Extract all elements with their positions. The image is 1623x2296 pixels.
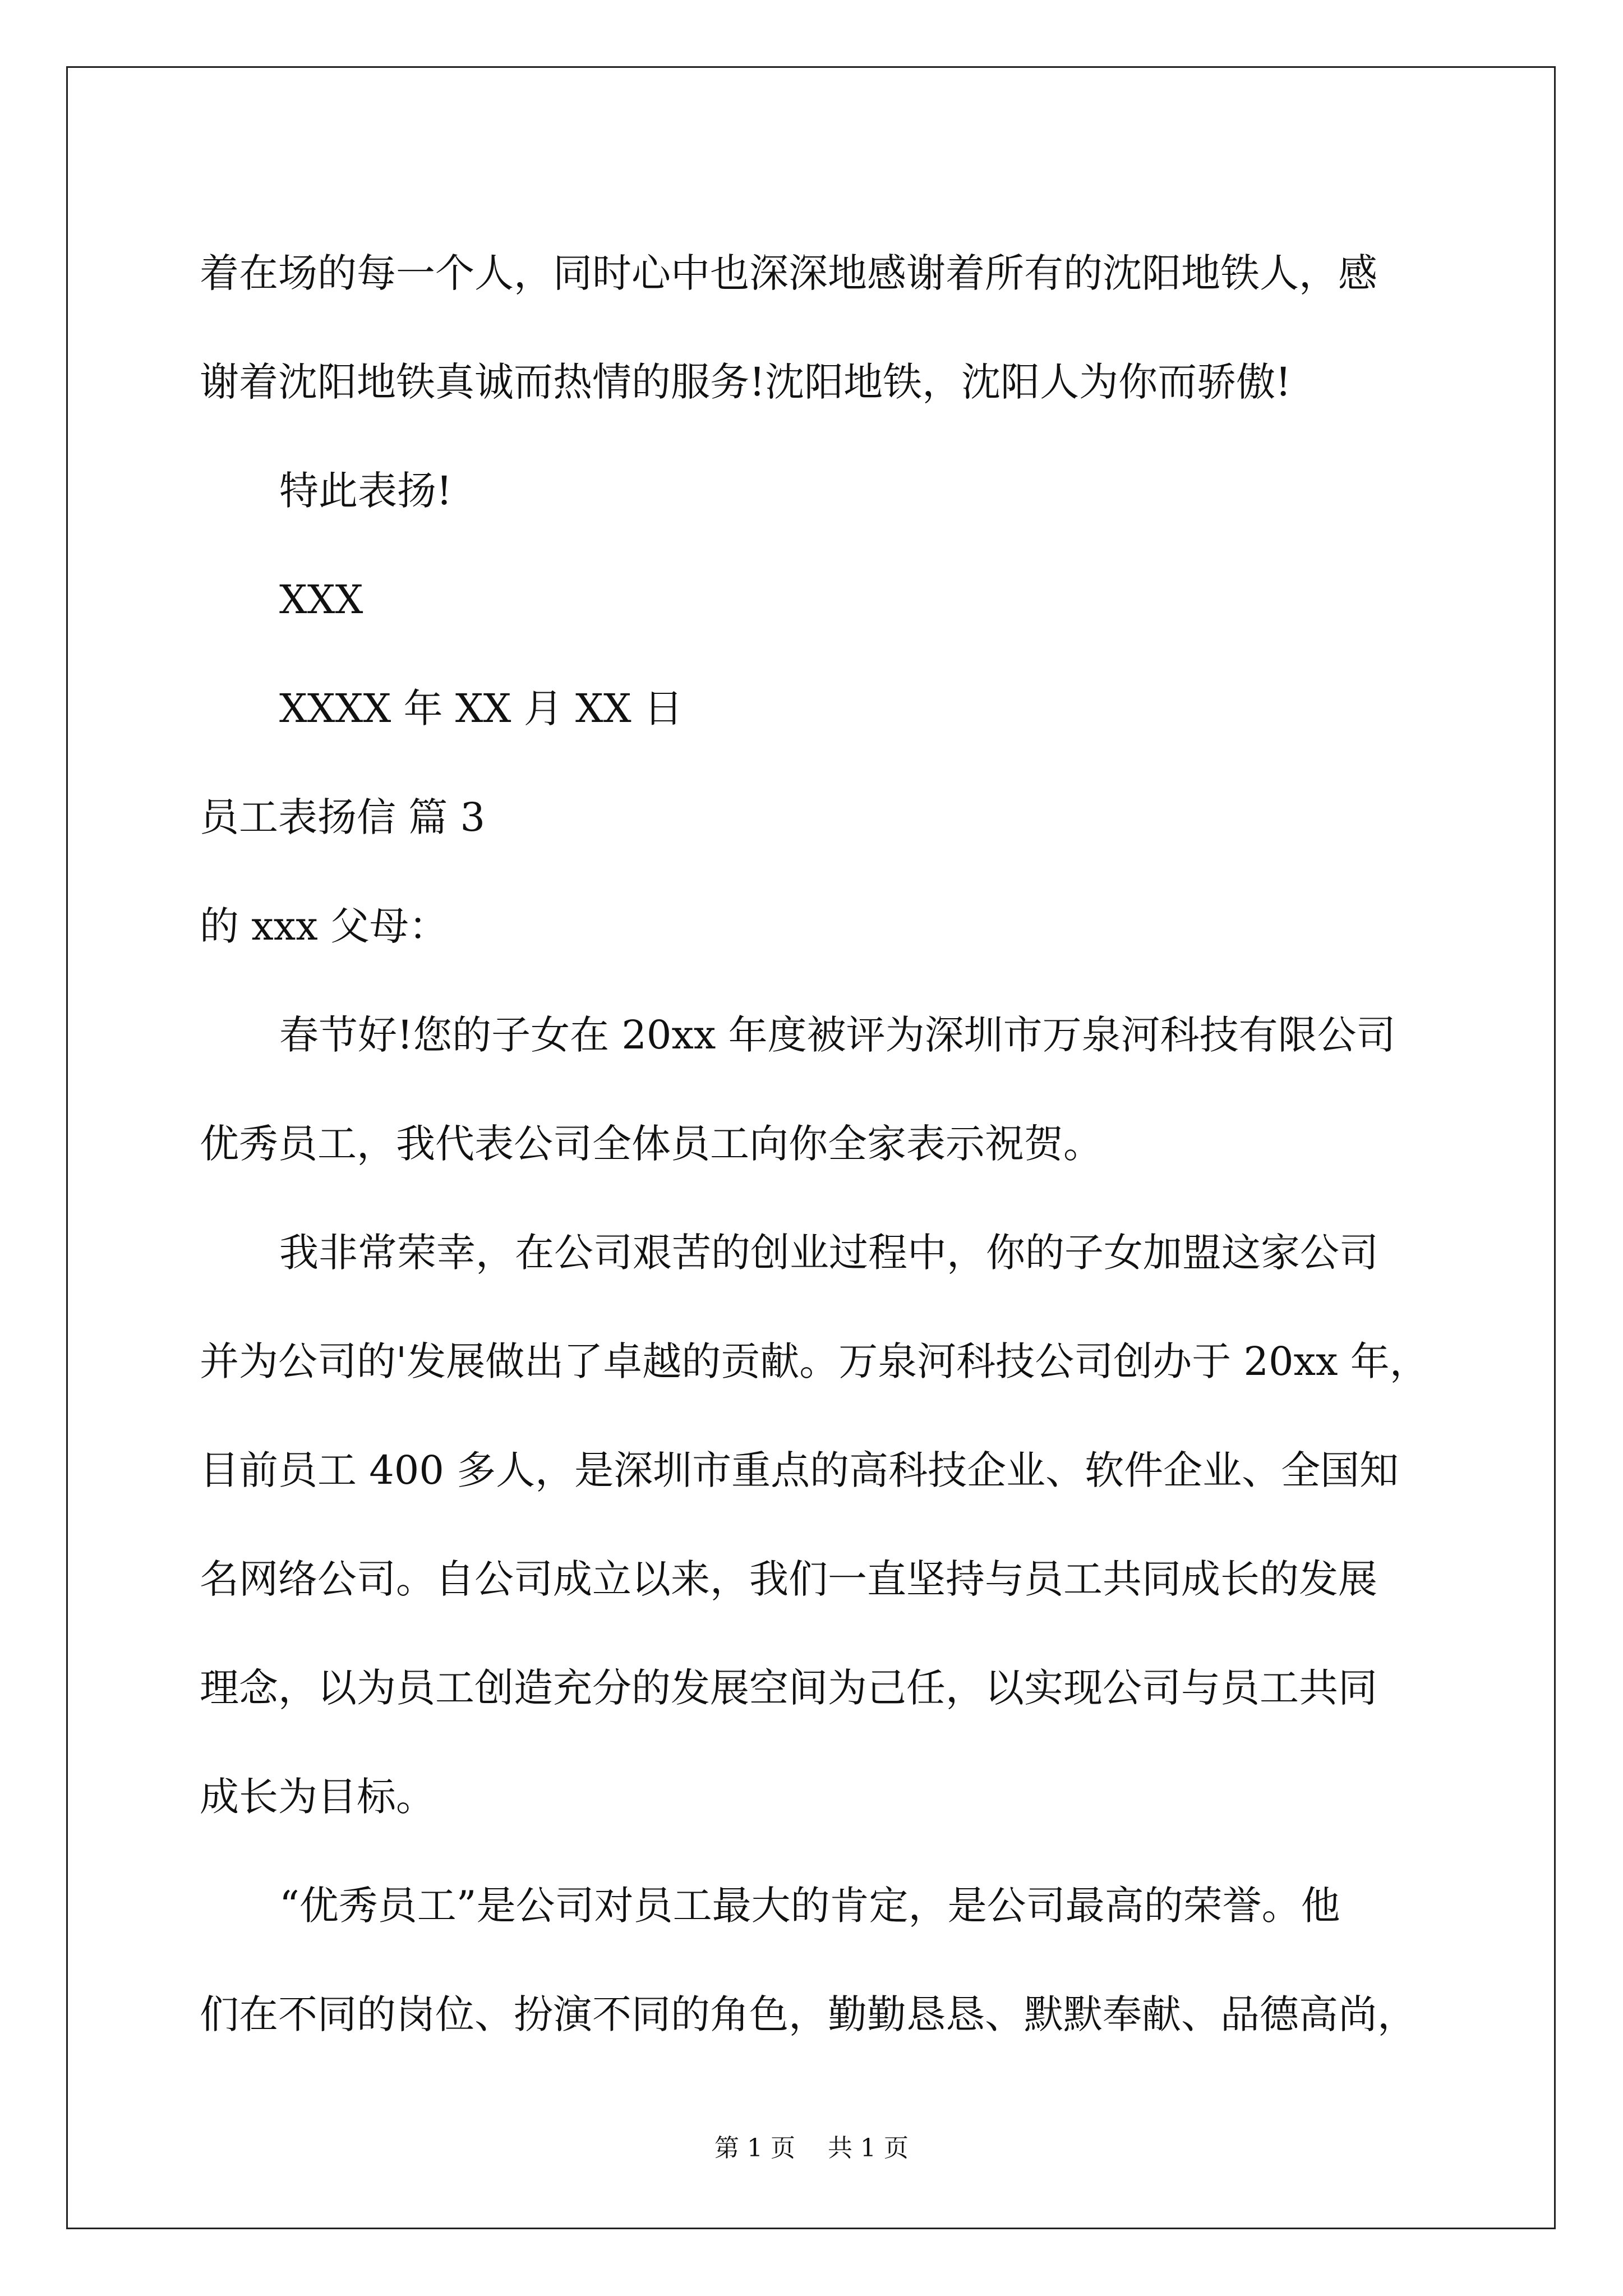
- signature: XXX: [279, 577, 363, 623]
- body-line: 我非常荣幸，在公司艰苦的创业过程中，你的子女加盟这家公司: [279, 1230, 1378, 1276]
- closing-phrase: 特此表扬!: [279, 468, 453, 514]
- body-line: 着在场的每一个人，同时心中也深深地感谢着所有的沈阳地铁人，感: [200, 250, 1377, 296]
- page-footer: [0, 2132, 1623, 2165]
- body-line: 谢着沈阳地铁真诚而热情的服务!沈阳地铁，沈阳人为你而骄傲!: [200, 359, 1292, 405]
- document-body: [200, 219, 1456, 2069]
- date-line: XXXX 年 XX 月 XX 日: [279, 685, 683, 731]
- body-line: 目前员工 400 多人，是深圳市重点的高科技企业、软件企业、全国知: [200, 1447, 1399, 1493]
- section-heading: 员工表扬信 篇 3: [200, 794, 486, 840]
- body-line: 优秀员工，我代表公司全体员工向你全家表示祝贺。: [200, 1121, 1103, 1167]
- page-count: 共 1 页: [828, 2134, 909, 2162]
- body-line: “优秀员工”是公司对员工最大的肯定，是公司最高的荣誉。他: [279, 1883, 1340, 1929]
- salutation: 的 xxx 父母：: [200, 903, 448, 949]
- body-line: 成长为目标。: [200, 1774, 435, 1820]
- body-line: 并为公司的'发展做出了卓越的贡献。万泉河科技公司创办于 20xx 年，: [200, 1338, 1429, 1384]
- body-line: 们在不同的岗位、扮演不同的角色，勤勤恳恳、默默奉献、品德高尚，: [200, 1991, 1417, 2037]
- body-line: 春节好!您的子女在 20xx 年度被评为深圳市万泉河科技有限公司: [279, 1012, 1396, 1058]
- body-line: 理念，以为员工创造充分的发展空间为己任，以实现公司与员工共同: [200, 1665, 1377, 1711]
- body-line: 名网络公司。自公司成立以来，我们一直坚持与员工共同成长的发展: [200, 1556, 1377, 1602]
- page-number: 第 1 页: [714, 2134, 795, 2162]
